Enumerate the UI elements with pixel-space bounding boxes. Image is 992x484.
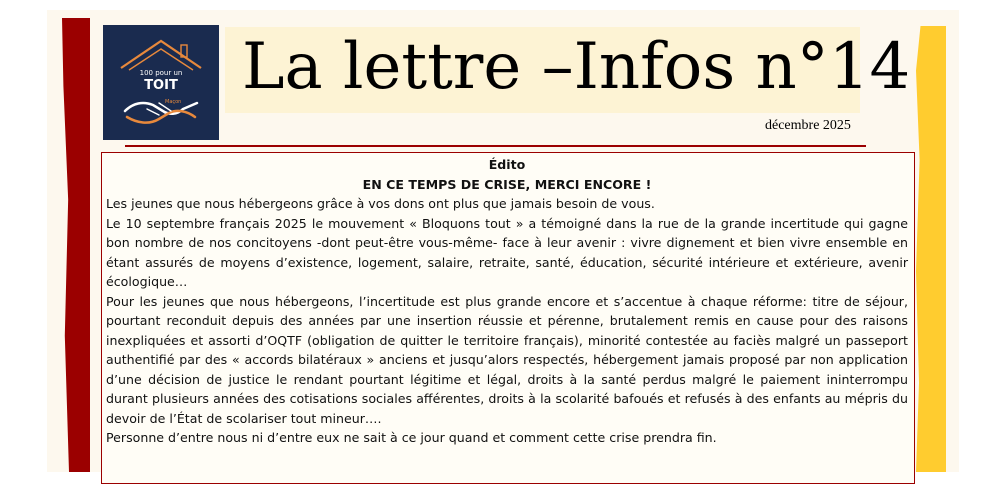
edito-paragraph: Le 10 septembre français 2025 le mouvement « Bloquons tout » a témoigné dans la rue de la grande incertitude qui gagne bon nombre de nos concitoyens -dont peut-être vous-même- face à leur avenir : vivre dignement et bien vivre ensemble en étant assurés de moyens d’existence, logement, salaire, retraite, santé, éducation, sécurité intérieure et extérieure, avenir écologique…: [106, 215, 908, 289]
edito-content: [106, 155, 908, 448]
right-yellow-band: [916, 26, 946, 472]
header-divider: [125, 145, 866, 147]
association-logo: [103, 25, 219, 140]
edito-paragraph: Les jeunes que nous hébergeons grâce à vos dons ont plus que jamais besoin de vous.: [106, 196, 655, 211]
edito-paragraph: Personne d’entre nous ni d’entre eux ne sait à ce jour quand et comment cette crise prendra fin.: [106, 430, 717, 445]
logo-place: Maçon: [165, 99, 182, 105]
page-title: La lettre –Infos n°14: [242, 30, 911, 104]
logo-name: TOIT: [144, 78, 178, 93]
logo-tagline: 100 pour un: [139, 69, 183, 77]
issue-date: décembre 2025: [765, 118, 851, 133]
edito-paragraph: Pour les jeunes que nous hébergeons, l’incertitude est plus grande encore et s’accentue à chaque réforme: titre de séjour, pourtant reconduit depuis des années par une insertion réussie et pérenne, brutalement remis en cause pour des raisons inexpliquées et assorti d’OQTF (obligation de quitter le territoire français), minorité contestée au faciès malgré un passeport authentifié par des « accords bilatéraux » anciens et jusqu’alors respectés, hébergement jamais proposé par non application d’une décision de justice le rendant pourtant légitime et légal, droits à la santé perdus malgré le paiement ininterrompu durant plusieurs années des cotisations sociales afférentes, droits à la scolarité bafoués et refusés à des enfants au mépris du devoir de l’État de scolariser tout mineur….: [106, 293, 908, 426]
edito-heading: EN CE TEMPS DE CRISE, MERCI ENCORE !: [362, 176, 652, 192]
edito-label: Édito: [488, 157, 526, 172]
edito-box: [101, 152, 915, 484]
